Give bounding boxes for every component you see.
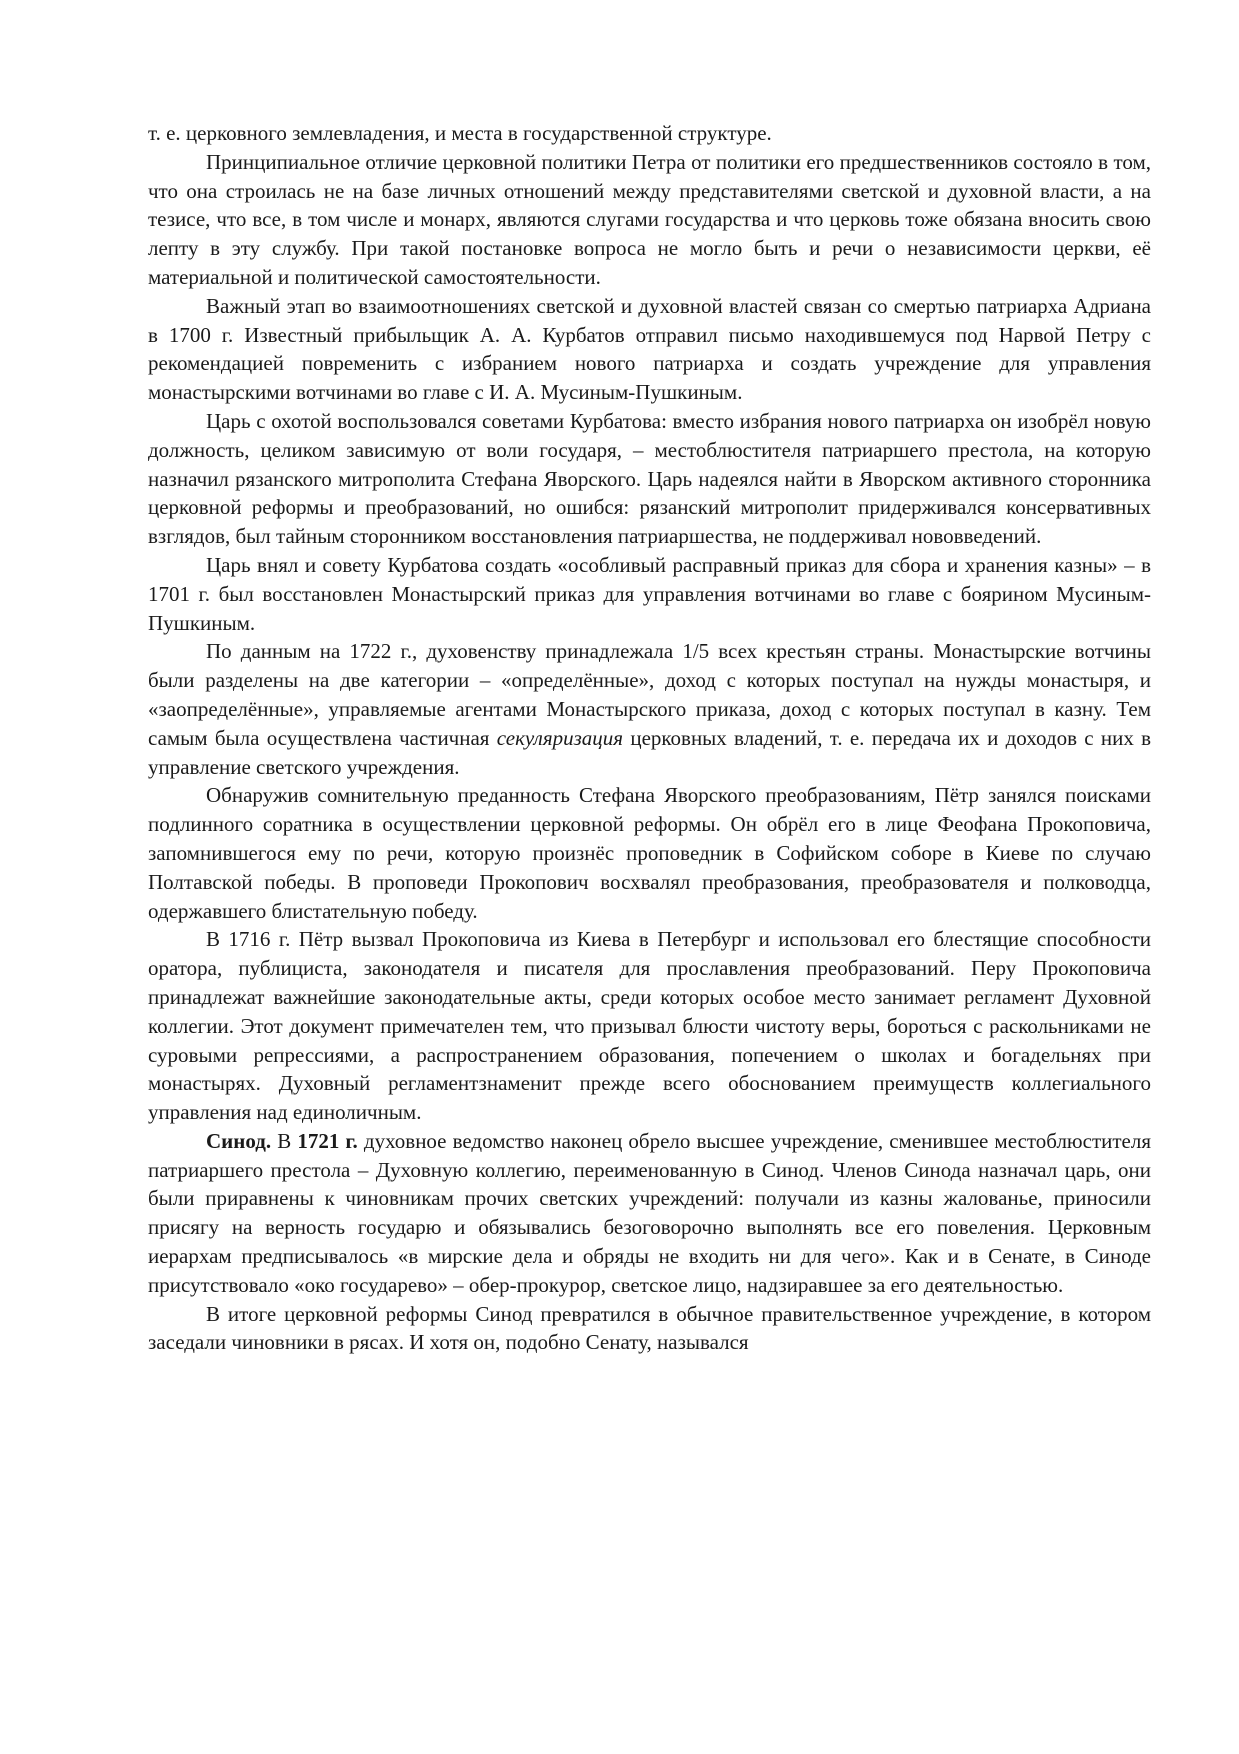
paragraph-8-text-2: духовное ведомство наконец обрело высшее учреждение, сменившее местоблюстителя патриаршего престола – Духовную коллегию, переименованную в Синод. Членов Синода назначал царь, они были приравнены к чиновникам прочих светских учреждений: получали из казны жалованье, приносили присягу на верность государю и обязывались безоговорочно выполнять все его повеления. Церковным иерархам предписывалось «в мирские дела и обряды не входить ни для чего». Как и в Сенате, в Синоде присутствовало «око государево» – обер-прокурор, светское лицо, надзиравшее за его деятельностью. — [148, 1128, 1151, 1297]
term-secularization: секуляризация — [496, 725, 624, 750]
paragraph-2: Важный этап во взаимоотношениях светской и духовной властей связан со смертью патриарха Адриана в 1700 г. Известный прибыльщик А. А. Курбатов отправил письмо находившемуся под Нарвой Петру с рекомендацией повременить с избранием нового патриарха и создать учреждение для управления монастырскими вотчинами во главе с И. А. Мусиным-Пушкиным. — [148, 293, 1151, 405]
paragraph-5 — [148, 637, 1151, 781]
paragraph-6: Обнаружив сомнительную преданность Стефана Яворского преобразованиям, Пётр занялся поисками подлинного соратника в осуществлении церковной реформы. Он обрёл его в лице Феофана Прокоповича, запомнившегося ему по речи, которую произнёс проповедник в Софийском соборе в Киеве по случаю Полтавской победы. В проповеди Прокопович восхвалял преобразования, преобразователя и полководца, одержавшего блистательную победу. — [148, 783, 1151, 923]
paragraph-0: т. е. церковного землевладения, и места в государственной структуре. — [148, 121, 772, 145]
heading-synod: Синод. — [206, 1128, 272, 1153]
paragraph-7: В 1716 г. Пётр вызвал Прокоповича из Киева в Петербург и использовал его блестящие способности оратора, публициста, законодателя и писателя для прославления преобразований. Перу Прокоповича принадлежат важнейшие законодательные акты, среди которых особое место занимает регламент Духовной коллегии. Этот документ примечателен тем, что призывал блюсти чистоту веры, бороться с раскольниками не суровыми репрессиями, а распространением образования, попечением о школах и богадельнях при монастырях. Духовный регламентзнаменит прежде всего обоснованием преимуществ коллегиального управления над единоличным. — [148, 927, 1151, 1125]
paragraph-1: Принципиальное отличие церковной политики Петра от политики его предшественников состояло в том, что она строилась не на базе личных отношений между представителями светской и духовной власти, а на тезисе, что все, в том числе и монарх, являются слугами государства и что церковь тоже обязана вносить свою лепту в эту службу. При такой постановке вопроса не могло быть и речи о независимости церкви, её материальной и политической самостоятельности. — [148, 149, 1151, 289]
paragraph-5-text-b: церковных владений, т. е. передача их и доходов с них в управление светского учреждения. — [148, 725, 1152, 779]
paragraph-5-text-a: По данным на 1722 г., духовенству принадлежала 1/5 всех крестьян страны. Монастырские вотчины были разделены на две категории – «определённые», доход с которых поступал на нужды монастыря, и «заопределённые», управляемые агентами Монастырского приказа, доход с которых поступал в казну. Тем самым была осуществлена частичная — [148, 639, 1151, 750]
document-page — [148, 119, 1151, 1357]
paragraph-8 — [148, 1127, 1151, 1300]
paragraph-9: В итоге церковной реформы Синод превратился в обычное правительственное учреждение, в котором заседали чиновники в рясах. И хотя он, подобно Сенату, назывался — [148, 1301, 1151, 1355]
paragraph-4: Царь внял и совету Курбатова создать «особливый расправный приказ для сбора и хранения казны» – в 1701 г. был восстановлен Монастырский приказ для управления вотчинами во главе с боярином Мусиным-Пушкиным. — [148, 552, 1151, 635]
paragraph-8-text-1: В — [271, 1128, 298, 1153]
year-1721: 1721 г. — [297, 1128, 358, 1153]
paragraph-3: Царь с охотой воспользовался советами Курбатова: вместо избрания нового патриарха он изобрёл новую должность, целиком зависимую от воли государя, – местоблюстителя патриаршего престола, на которую назначил рязанского митрополита Стефана Яворского. Царь надеялся найти в Яворском активного сторонника церковной реформы и преобразований, но ошибся: рязанский митрополит придерживался консервативных взглядов, был тайным сторонником восстановления патриаршества, не поддерживал нововведений. — [148, 408, 1151, 549]
